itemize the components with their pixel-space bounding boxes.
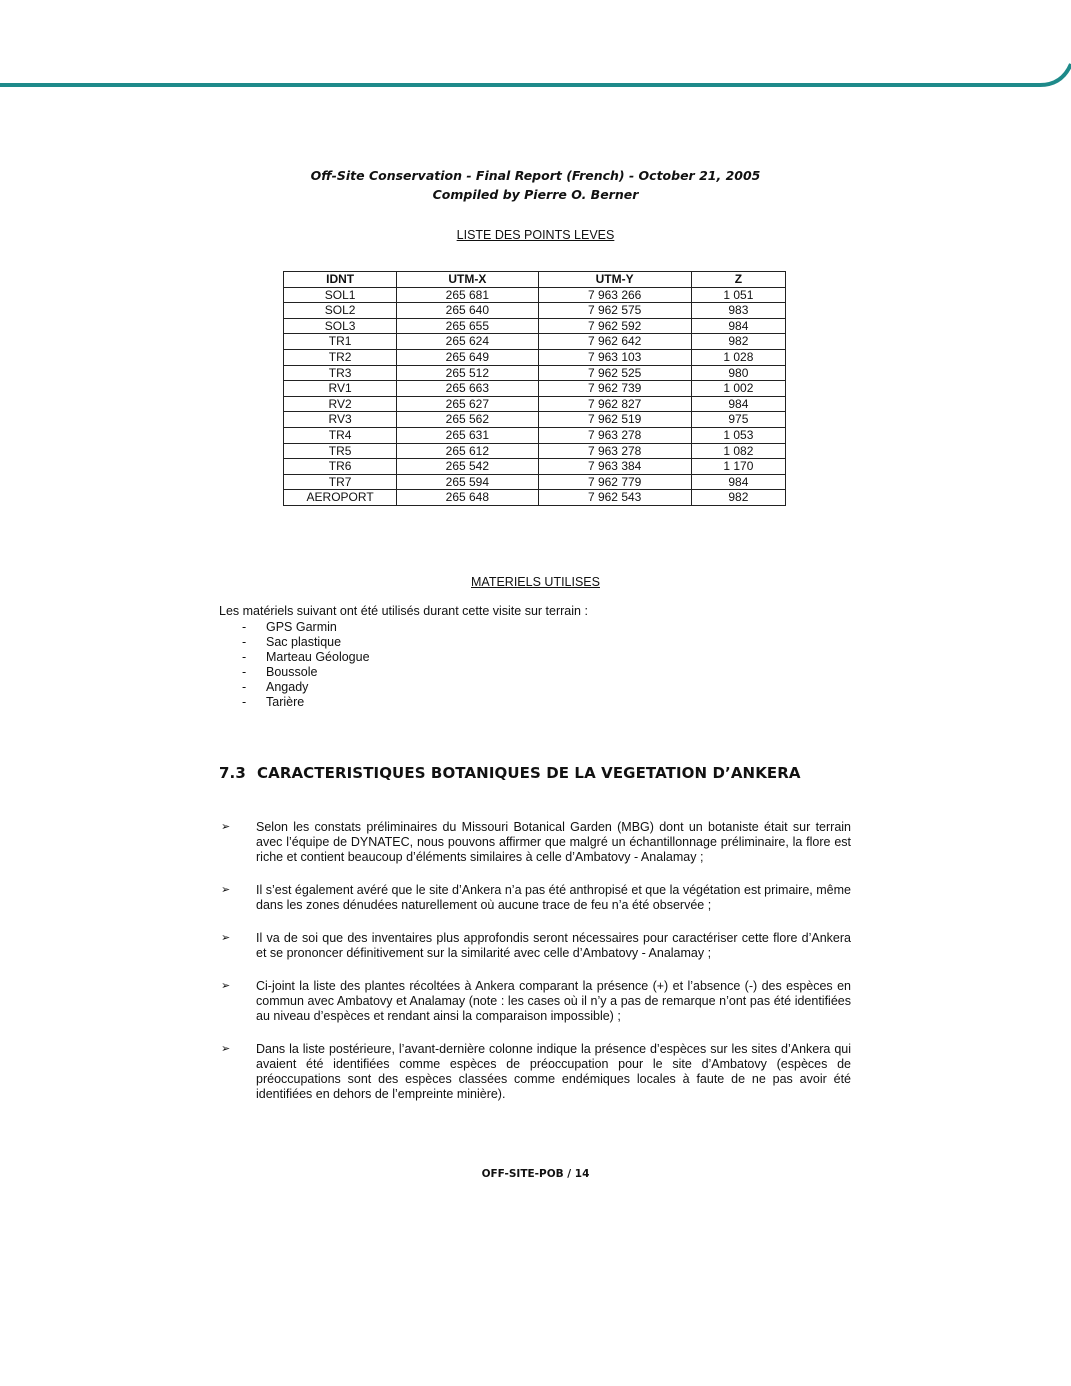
cell-utm-y: 7 962 543 — [538, 490, 691, 506]
table-row — [284, 443, 786, 459]
cell-z: 982 — [691, 334, 785, 350]
cell-idnt: SOL1 — [284, 287, 397, 303]
list-item — [219, 650, 370, 665]
cell-utm-x: 265 649 — [397, 349, 538, 365]
bullet-text: Selon les constats préliminaires du Missouri Botanical Garden (MBG) dont un botaniste était sur terrain avec l’équipe de DYNATEC, nous pouvons affirmer que malgré un échantillonnage préliminaire, la flore est riche et contient beaucoup d’éléments similaires à celle d’Ambatovy - Analamay ; — [256, 820, 851, 864]
column-header-idnt: IDNT — [284, 272, 397, 288]
cell-idnt: TR1 — [284, 334, 397, 350]
material-label: Tarière — [266, 695, 305, 709]
cell-utm-x: 265 627 — [397, 396, 538, 412]
cell-idnt: TR3 — [284, 365, 397, 381]
table-row — [284, 427, 786, 443]
arrow-bullet-icon: ➢ — [221, 821, 231, 833]
cell-utm-y: 7 963 384 — [538, 459, 691, 475]
bullet-text: Il s’est également avéré que le site d’Ankera n’a pas été anthropisé et que la végétation est primaire, même dans les zones dénudées naturellement où aucune trace de feu n’a été observée ; — [256, 883, 851, 912]
cell-z: 975 — [691, 412, 785, 428]
cell-idnt: AEROPORT — [284, 490, 397, 506]
table-row — [284, 303, 786, 319]
material-label: GPS Garmin — [266, 620, 337, 634]
list-item — [219, 635, 370, 650]
cell-utm-x: 265 631 — [397, 427, 538, 443]
table-row — [284, 318, 786, 334]
cell-utm-y: 7 963 278 — [538, 427, 691, 443]
bullet-text: Dans la liste postérieure, l’avant-dernière colonne indique la présence d’espèces sur les sites d’Ankera qui avaient été identifiées comme espèces de préoccupation pour le site d’Ambatovy (espèces de préoccupations sont des espèces classées comme endémiques locales à faute de ne pas avoir été identifiées en dehors de l’empreinte minière). — [256, 1042, 851, 1101]
cell-utm-y: 7 963 278 — [538, 443, 691, 459]
cell-utm-x: 265 512 — [397, 365, 538, 381]
cell-utm-x: 265 562 — [397, 412, 538, 428]
section-title: CARACTERISTIQUES BOTANIQUES DE LA VEGETATION D’ANKERA — [257, 764, 801, 782]
cell-utm-y: 7 962 575 — [538, 303, 691, 319]
bullet-paragraph — [219, 1042, 851, 1102]
cell-utm-x: 265 624 — [397, 334, 538, 350]
material-label: Boussole — [266, 665, 318, 679]
cell-z: 1 028 — [691, 349, 785, 365]
dash-bullet: - — [242, 695, 247, 709]
cell-utm-x: 265 594 — [397, 474, 538, 490]
list-item — [219, 620, 370, 635]
points-section-title: LISTE DES POINTS LEVES — [456, 228, 615, 242]
column-header-utm-y: UTM-Y — [538, 272, 691, 288]
cell-idnt: TR4 — [284, 427, 397, 443]
table-row — [284, 490, 786, 506]
cell-z: 983 — [691, 303, 785, 319]
cell-idnt: SOL2 — [284, 303, 397, 319]
cell-utm-y: 7 962 592 — [538, 318, 691, 334]
cell-utm-y: 7 962 827 — [538, 396, 691, 412]
cell-z: 1 082 — [691, 443, 785, 459]
cell-z: 1 002 — [691, 381, 785, 397]
dash-bullet: - — [242, 680, 247, 694]
cell-z: 1 053 — [691, 427, 785, 443]
arrow-bullet-icon: ➢ — [221, 980, 231, 992]
cell-utm-y: 7 962 739 — [538, 381, 691, 397]
cell-idnt: RV2 — [284, 396, 397, 412]
materials-list — [219, 620, 370, 710]
bullet-text: Ci-joint la liste des plantes récoltées à Ankera comparant la présence (+) et l’absence (-) des espèces en commun avec Ambatovy et Analamay (note : les cases où il n’y a pas de remarque n’ont pas été identifiées au niveau d’espèces et rendant ainsi la comparaison impossible) ; — [256, 979, 851, 1023]
material-label: Sac plastique — [266, 635, 342, 649]
table-row — [284, 459, 786, 475]
cell-idnt: TR5 — [284, 443, 397, 459]
cell-utm-x: 265 655 — [397, 318, 538, 334]
table-row — [284, 334, 786, 350]
cell-utm-x: 265 542 — [397, 459, 538, 475]
cell-idnt: TR6 — [284, 459, 397, 475]
bullet-paragraph — [219, 883, 851, 913]
list-item — [219, 665, 370, 680]
table-row — [284, 381, 786, 397]
dash-bullet: - — [242, 635, 247, 649]
cell-utm-y: 7 963 103 — [538, 349, 691, 365]
table-row — [284, 349, 786, 365]
cell-utm-x: 265 681 — [397, 287, 538, 303]
page-footer: OFF-SITE-POB / 14 — [481, 1168, 590, 1180]
cell-idnt: SOL3 — [284, 318, 397, 334]
cell-utm-x: 265 663 — [397, 381, 538, 397]
cell-idnt: RV3 — [284, 412, 397, 428]
arrow-bullet-icon: ➢ — [221, 884, 231, 896]
arrow-bullet-icon: ➢ — [221, 1043, 231, 1055]
list-item — [219, 680, 370, 695]
cell-utm-y: 7 962 525 — [538, 365, 691, 381]
table-row — [284, 474, 786, 490]
cell-utm-y: 7 962 779 — [538, 474, 691, 490]
bullet-paragraph — [219, 931, 851, 961]
material-label: Angady — [266, 680, 309, 694]
cell-z: 1 170 — [691, 459, 785, 475]
materials-intro: Les matériels suivant ont été utilisés durant cette visite sur terrain : — [219, 604, 588, 618]
cell-idnt: RV1 — [284, 381, 397, 397]
cell-z: 984 — [691, 318, 785, 334]
report-author: Compiled by Pierre O. Berner — [432, 187, 639, 202]
table-header-row — [284, 272, 786, 288]
table-row — [284, 287, 786, 303]
cell-z: 984 — [691, 396, 785, 412]
points-table-body — [284, 287, 786, 505]
report-title: Off-Site Conservation - Final Report (French) - October 21, 2005 — [310, 168, 761, 183]
bullet-text: Il va de soi que des inventaires plus approfondis seront nécessaires pour caractériser cette flore d’Ankera et se prononcer définitivement sur la similarité avec celle d’Ambatovy - Analamay ; — [256, 931, 851, 960]
cell-utm-x: 265 612 — [397, 443, 538, 459]
dash-bullet: - — [242, 650, 247, 664]
cell-utm-y: 7 962 519 — [538, 412, 691, 428]
cell-z: 1 051 — [691, 287, 785, 303]
dash-bullet: - — [242, 620, 247, 634]
table-row — [284, 365, 786, 381]
cell-z: 982 — [691, 490, 785, 506]
report-header — [0, 166, 1071, 204]
cell-utm-x: 265 648 — [397, 490, 538, 506]
material-label: Marteau Géologue — [266, 650, 370, 664]
section-number: 7.3 — [219, 764, 246, 782]
bullet-paragraph — [219, 820, 851, 865]
cell-idnt: TR2 — [284, 349, 397, 365]
top-decorative-rule — [0, 0, 1071, 100]
cell-z: 980 — [691, 365, 785, 381]
section-7-3-heading — [219, 764, 801, 782]
column-header-utm-x: UTM-X — [397, 272, 538, 288]
table-row — [284, 396, 786, 412]
cell-utm-y: 7 963 266 — [538, 287, 691, 303]
cell-utm-y: 7 962 642 — [538, 334, 691, 350]
cell-idnt: TR7 — [284, 474, 397, 490]
table-row — [284, 412, 786, 428]
cell-utm-x: 265 640 — [397, 303, 538, 319]
bullet-paragraph — [219, 979, 851, 1024]
list-item — [219, 695, 370, 710]
dash-bullet: - — [242, 665, 247, 679]
points-table — [283, 271, 786, 506]
cell-z: 984 — [691, 474, 785, 490]
materials-section-title: MATERIELS UTILISES — [471, 575, 600, 589]
column-header-z: Z — [691, 272, 785, 288]
botanical-bullets — [219, 820, 851, 1120]
arrow-bullet-icon: ➢ — [221, 932, 231, 944]
